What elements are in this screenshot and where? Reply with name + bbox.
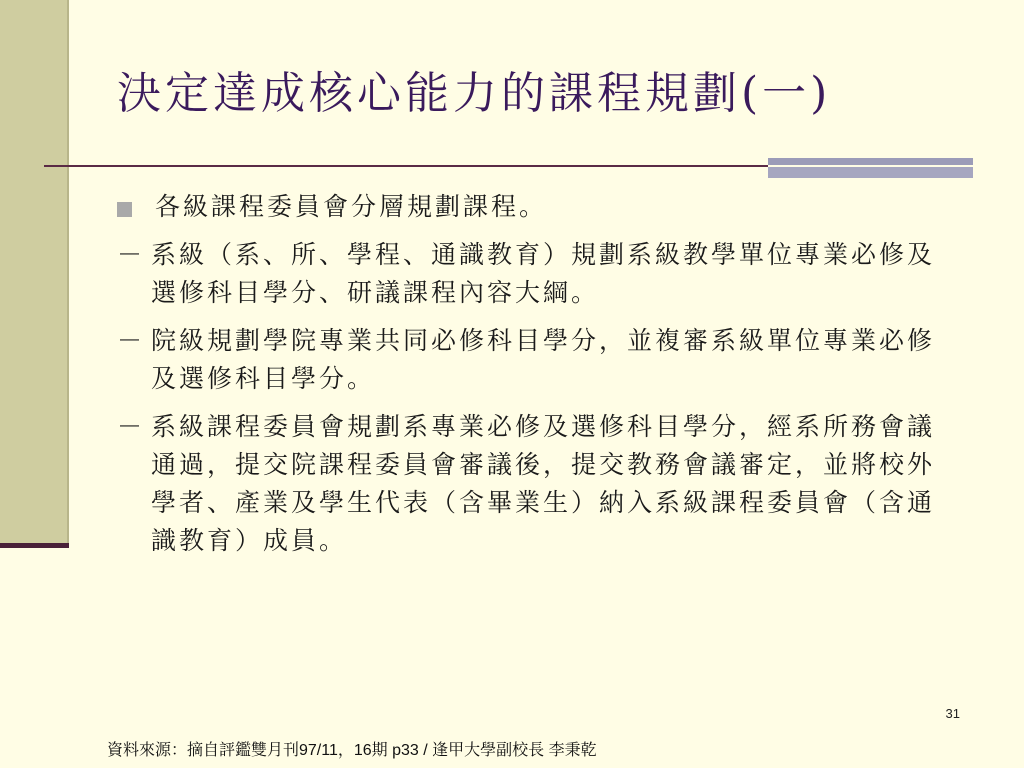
sub-item-3 <box>113 408 943 560</box>
left-decorative-bar <box>0 0 67 545</box>
sub-item-1 <box>113 236 943 312</box>
left-bar-edge <box>67 0 69 545</box>
left-bar-bottom-line <box>0 543 69 548</box>
page-number: 31 <box>945 706 960 721</box>
sub-item-text: 系級課程委員會規劃系專業必修及選修科目學分，經系所務會議通過，提交院課程委員會審議後，提交教務會議審定，並將校外學者、產業及學生代表（含畢業生）納入系級課程委員會（含通識教育）成員。 <box>151 412 936 555</box>
title-divider-line <box>44 165 768 167</box>
square-bullet-icon <box>117 202 132 217</box>
source-citation: 資料來源：摘自評鑑雙月刊97/11，16期 p33 / 逢甲大學副校長 李秉乾 <box>107 742 597 759</box>
sub-item-text: 院級規劃學院專業共同必修科目學分，並複審系級單位專業必修及選修科目學分。 <box>151 326 936 393</box>
bullet-item-text: 各級課程委員會分層規劃課程。 <box>155 192 548 221</box>
slide-title: 決定達成核心能力的課程規劃(一) <box>117 68 832 119</box>
bullet-item-1 <box>113 188 943 226</box>
sub-item-2 <box>113 322 943 398</box>
dash-mark: － <box>117 240 146 269</box>
sub-item-text: 系級（系、所、學程、通識教育）規劃系級教學單位專業必修及選修科目學分、研議課程內容大綱。 <box>151 240 936 307</box>
dash-mark: － <box>117 326 146 355</box>
slide-content <box>113 188 943 570</box>
title-accent-bars <box>768 158 973 178</box>
dash-mark: － <box>117 412 146 441</box>
